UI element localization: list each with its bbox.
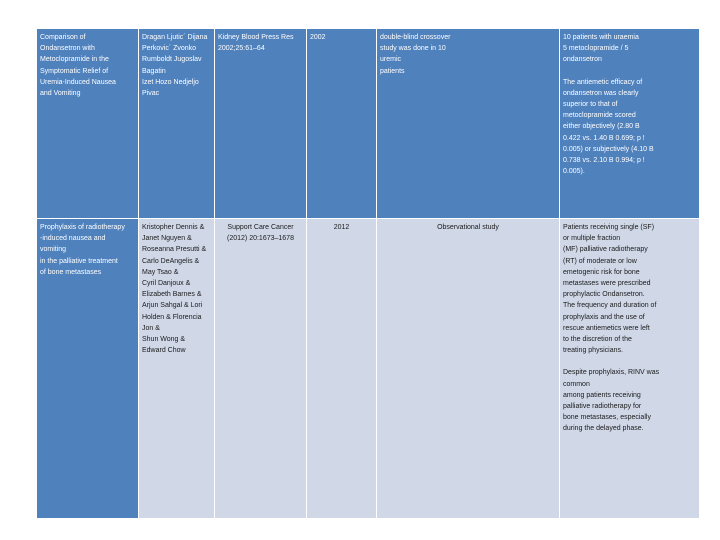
paragraph-gap bbox=[563, 66, 696, 77]
authors-cell bbox=[139, 219, 215, 519]
journal-cell bbox=[215, 219, 307, 519]
design-line: double-blind crossover bbox=[380, 34, 451, 41]
design-line: uremic bbox=[380, 56, 402, 64]
results-line: bone metastases, especially bbox=[563, 414, 651, 422]
design-cell bbox=[377, 29, 560, 219]
results-line: (RT) of moderate or low bbox=[563, 257, 637, 265]
results-line: 0.005). bbox=[563, 168, 585, 176]
author-line: Carlo DeAngelis & bbox=[142, 257, 200, 265]
title-line: Uremia-Induced Nausea bbox=[40, 78, 116, 86]
results-line: or multiple fraction bbox=[563, 235, 621, 243]
results-line: (MF) palliative radiotherapy bbox=[563, 246, 648, 254]
results-line: The frequency and duration of bbox=[563, 302, 657, 310]
author-line: Jon & bbox=[142, 324, 160, 332]
results-line: emetogenic risk for bone bbox=[563, 268, 640, 276]
results-line: palliative radiotherapy for bbox=[563, 403, 642, 411]
results-line: rescue antiemetics were left bbox=[563, 324, 650, 332]
title-line: in the palliative treatment bbox=[40, 257, 118, 265]
author-line: Perkovic´ Zvonko bbox=[142, 45, 197, 53]
author-line: May Tsao & bbox=[142, 268, 179, 276]
author-line: Izet Hozo Nedjeljo bbox=[142, 78, 199, 86]
author-line: Shun Wong & bbox=[142, 336, 186, 344]
year-cell bbox=[307, 29, 377, 219]
author-line: Janet Nguyen & bbox=[142, 235, 192, 243]
results-line: ondansetron bbox=[563, 56, 602, 64]
title-line: Metoclopramide in the bbox=[40, 56, 109, 64]
literature-table-container bbox=[36, 28, 699, 519]
journal-line: Support Care Cancer bbox=[227, 224, 294, 231]
title-line: vomiting bbox=[40, 246, 67, 254]
results-line: superior to that of bbox=[563, 101, 618, 109]
title-line: Symptomatic Relief of bbox=[40, 67, 109, 75]
journal-line: (2012) 20:1673–1678 bbox=[227, 235, 294, 243]
study-title-cell bbox=[37, 219, 139, 519]
results-line: 0.005) or subjectively (4.10 B bbox=[563, 145, 654, 153]
author-line: Edward Chow bbox=[142, 347, 186, 355]
results-line: Patients receiving single (SF) bbox=[563, 224, 655, 231]
results-line: treating physicians. bbox=[563, 347, 623, 355]
author-line: Kristopher Dennis & bbox=[142, 224, 205, 231]
results-cell bbox=[560, 29, 700, 219]
title-line: of bone metastases bbox=[40, 268, 102, 276]
design-line: Observational study bbox=[437, 224, 499, 231]
title-line: -induced nausea and bbox=[40, 235, 106, 243]
author-line: Arjun Sahgal & Lori bbox=[142, 302, 203, 310]
title-line: Comparison of bbox=[40, 34, 86, 41]
design-line: patients bbox=[380, 67, 405, 75]
table-row bbox=[37, 29, 700, 219]
author-line: Bagatin bbox=[142, 67, 166, 75]
results-line: prophylaxis and the use of bbox=[563, 313, 645, 321]
results-line: either objectively (2.80 B bbox=[563, 123, 640, 131]
results-line: 0.738 vs. 2.10 B 0.994; p ! bbox=[563, 157, 645, 165]
literature-table bbox=[36, 28, 700, 519]
paragraph-gap bbox=[563, 356, 696, 367]
design-cell bbox=[377, 219, 560, 519]
results-line: ondansetron was clearly bbox=[563, 89, 639, 97]
authors-cell bbox=[139, 29, 215, 219]
results-line: Despite prophylaxis, RINV was bbox=[563, 369, 660, 377]
results-line: prophylactic Ondansetron. bbox=[563, 291, 645, 299]
author-line: Pivac bbox=[142, 90, 160, 98]
results-line: metoclopramide scored bbox=[563, 112, 636, 120]
year-cell bbox=[307, 219, 377, 519]
journal-line: Kidney Blood Press Res bbox=[218, 34, 294, 41]
title-line: and Vomiting bbox=[40, 90, 81, 98]
title-line: Prophylaxis of radiotherapy bbox=[40, 224, 125, 231]
title-line: Ondansetron with bbox=[40, 45, 95, 53]
results-line: common bbox=[563, 380, 590, 388]
study-title-cell bbox=[37, 29, 139, 219]
year-text: 2012 bbox=[333, 224, 350, 231]
results-line: 10 patients with uraemia bbox=[563, 34, 639, 41]
results-line: 0.422 vs. 1.40 B 0.699; p ! bbox=[563, 134, 645, 142]
results-cell bbox=[560, 219, 700, 519]
author-line: Holden & Florencia bbox=[142, 313, 202, 321]
journal-cell bbox=[215, 29, 307, 219]
design-line: study was done in 10 bbox=[380, 45, 446, 53]
results-line: during the delayed phase. bbox=[563, 425, 644, 433]
table-row bbox=[37, 219, 700, 519]
author-line: Cyril Danjoux & bbox=[142, 280, 191, 288]
results-line: The antiemetic efficacy of bbox=[563, 78, 643, 86]
author-line: Roseanna Presutti & bbox=[142, 246, 207, 254]
journal-line: 2002;25:61–64 bbox=[218, 45, 265, 53]
results-line: 5 metoclopramide / 5 bbox=[563, 45, 629, 53]
results-line: among patients receiving bbox=[563, 391, 641, 399]
results-line: metastases were prescribed bbox=[563, 280, 651, 288]
author-line: Dragan Ljutic´ Dijana bbox=[142, 34, 208, 41]
author-line: Elizabeth Barnes & bbox=[142, 291, 202, 299]
author-line: Rumboldt Jugoslav bbox=[142, 56, 202, 64]
year-text: 2002 bbox=[310, 34, 326, 41]
results-line: to the discretion of the bbox=[563, 336, 632, 344]
